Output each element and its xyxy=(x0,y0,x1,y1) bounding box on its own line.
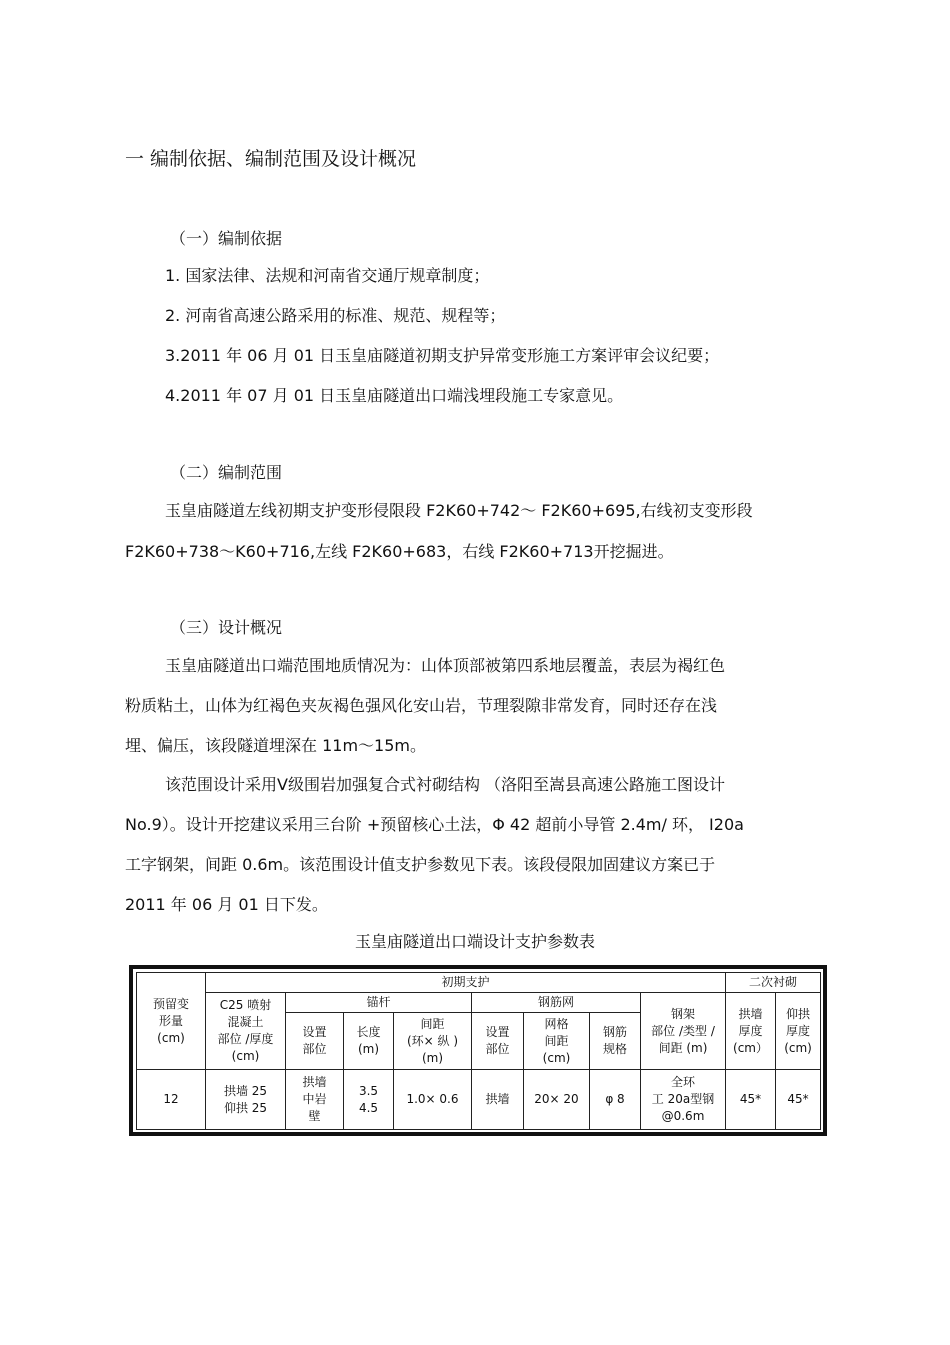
table-caption: 玉皇庙隧道出口端设计支护参数表 xyxy=(354,932,595,951)
section-basis-title: （一）编制依据 xyxy=(170,229,283,248)
cell-invert: 45* xyxy=(776,1070,821,1130)
header-anchor-spacing: 间距 (环× 纵 ) (m) xyxy=(394,1013,472,1070)
design-line-6: 工字钢架，间距 0.6m。该范围设计值支护参数见下表。该段侵限加固建议方案已于 xyxy=(125,855,716,874)
cell-mesh-position: 拱墙 xyxy=(472,1070,524,1130)
basis-item-2: 2. 河南省高速公路采用的标准、规范、规程等； xyxy=(165,306,506,325)
cell-anchor-spacing: 1.0× 0.6 xyxy=(394,1070,472,1130)
basis-item-4: 4.2011 年 07 月 01 日玉皇庙隧道出口端浅埋段施工专家意见。 xyxy=(165,386,624,405)
header-arch-wall-thickness: 拱墙 厚度 (cm） xyxy=(726,993,776,1070)
cell-mesh-spec: φ 8 xyxy=(590,1070,641,1130)
header-invert-thickness: 仰拱 厚度 (cm) xyxy=(776,993,821,1070)
header-c25-shotcrete: C25 喷射 混凝土 部位 /厚度 (cm) xyxy=(206,993,286,1070)
support-parameter-table-frame xyxy=(129,965,827,1136)
header-mesh-spec: 钢筋 规格 xyxy=(590,1013,641,1070)
scope-line-1: 玉皇庙隧道左线初期支护变形侵限段 F2K60+742～ F2K60+695,右线初支变形段 xyxy=(165,501,753,520)
section-scope-title: （二）编制范围 xyxy=(170,463,283,482)
basis-item-3: 3.2011 年 06 月 01 日玉皇庙隧道初期支护异常变形施工方案评审会议纪要； xyxy=(165,346,720,365)
design-line-2: 粉质粘土，山体为红褐色夹灰褐色强风化安山岩，节理裂隙非常发育，同时还存在浅 xyxy=(125,696,718,715)
cell-arch-wall: 45* xyxy=(726,1070,776,1130)
cell-steel-frame: 全环 工 20a型钢 @0.6m xyxy=(641,1070,726,1130)
cell-anchor-length: 3.5 4.5 xyxy=(344,1070,394,1130)
scope-line-2: F2K60+738～K60+716,左线 F2K60+683，右线 F2K60+713开挖掘进。 xyxy=(125,542,674,561)
main-heading: 一 编制依据、编制范围及设计概况 xyxy=(125,148,417,170)
design-line-4: 该范围设计采用Ⅴ级围岩加强复合式衬砌结构 （洛阳至嵩县高速公路施工图设计 xyxy=(165,775,726,794)
cell-c25: 拱墙 25 仰拱 25 xyxy=(206,1070,286,1130)
header-steel-mesh: 钢筋网 xyxy=(472,993,641,1013)
section-design-title: （三）设计概况 xyxy=(170,618,283,637)
cell-mesh-grid: 20× 20 xyxy=(524,1070,590,1130)
design-line-3: 埋、偏压，该段隧道埋深在 11m～15m。 xyxy=(125,736,426,755)
support-parameter-table xyxy=(136,972,821,1130)
design-line-7: 2011 年 06 月 01 日下发。 xyxy=(125,895,328,914)
design-line-5: No.9）。设计开挖建议采用三台阶 +预留核心土法，Φ 42 超前小导管 2.4m/ 环， I20a xyxy=(125,815,744,834)
header-anchor-position: 设置 部位 xyxy=(286,1013,344,1070)
header-anchor-bolt: 锚杆 xyxy=(286,993,472,1013)
table-row xyxy=(137,1070,821,1130)
header-reserved-deformation: 预留变 形量 (cm) xyxy=(137,973,206,1070)
cell-reserved: 12 xyxy=(137,1070,206,1130)
header-steel-frame: 钢架 部位 /类型 / 间距 (m) xyxy=(641,993,726,1070)
cell-anchor-position: 拱墙 中岩 壁 xyxy=(286,1070,344,1130)
basis-item-1: 1. 国家法律、法规和河南省交通厅规章制度； xyxy=(165,266,490,285)
header-initial-support: 初期支护 xyxy=(206,973,726,993)
design-line-1: 玉皇庙隧道出口端范围地质情况为：山体顶部被第四系地层覆盖，表层为褐红色 xyxy=(165,656,726,675)
header-secondary-lining: 二次衬砌 xyxy=(726,973,821,993)
header-mesh-position: 设置 部位 xyxy=(472,1013,524,1070)
header-mesh-grid: 网格 间距 (cm) xyxy=(524,1013,590,1070)
header-anchor-length: 长度 (m) xyxy=(344,1013,394,1070)
